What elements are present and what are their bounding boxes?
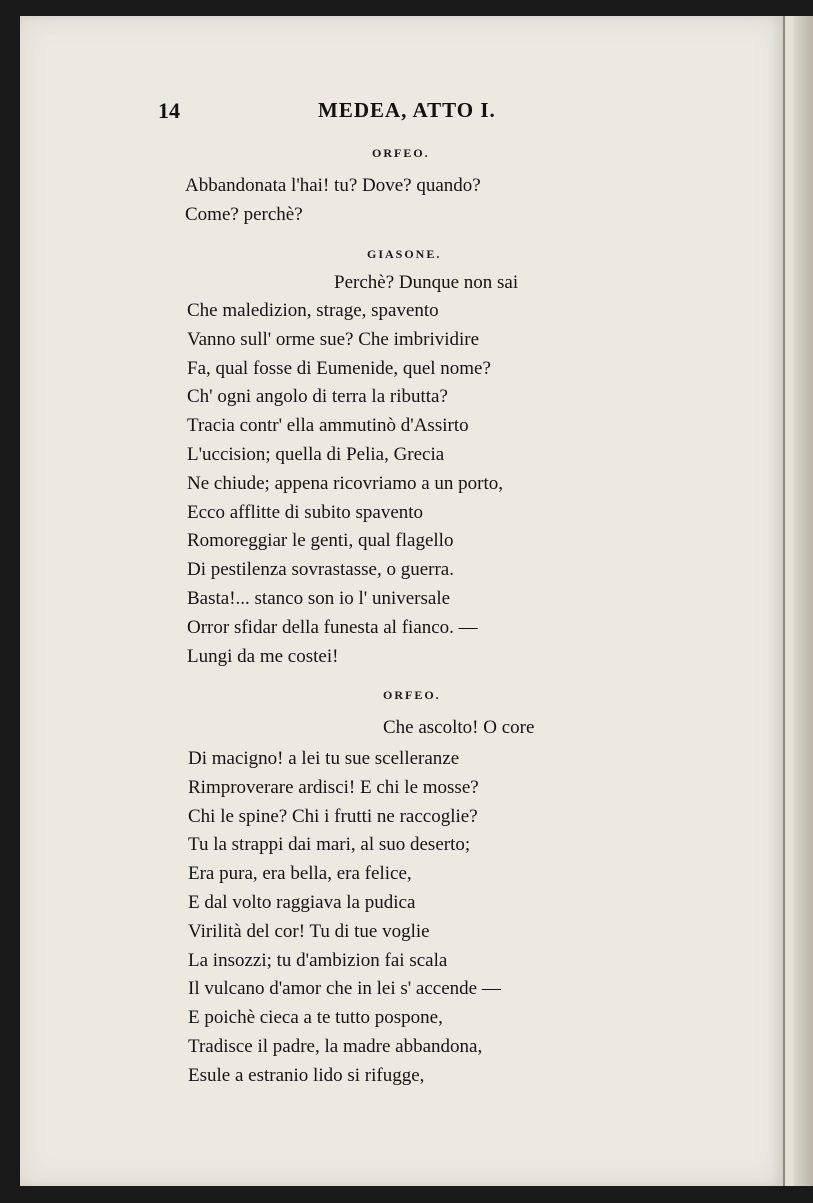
verse-line: E dal volto raggiava la pudica [188,891,416,913]
verse-line: Esule a estranio lido si rifugge, [188,1064,425,1086]
page-number: 14 [158,98,180,123]
verse-line-indented: Che ascolto! O core [383,717,535,738]
page-header [0,98,813,128]
verse-line: Lungi da me costei! [187,645,339,667]
verse-line: Ch' ogni angolo di terra la ributta? [187,386,448,408]
verse-line: E poichè cieca a te tutto pospone, [188,1007,443,1029]
verse-line: Tracia contr' ella ammutinò d'Assirto [187,415,469,437]
verse-line: Tu la strappi dai mari, al suo deserto; [188,834,471,856]
verse-line-indented: Perchè? Dunque non sai [334,272,519,293]
verse-line: Il vulcano d'amor che in lei s' accende — [188,978,501,1000]
verse-line: Basta!... stanco son io l' universale [187,587,451,609]
verse-line: La insozzi; tu d'ambizion fai scala [188,949,448,971]
verse-line: Di pestilenza sovrastasse, o guerra. [187,559,454,581]
verse-line: Orror sfidar della funesta al fianco. — [187,616,478,638]
verse-block [187,297,503,671]
facing-page-shadow [794,16,813,1186]
speaker-label: ORFEO. [372,146,430,160]
verse-line: Fa, qual fosse di Eumenide, quel nome? [187,357,491,379]
verse-block [185,172,481,230]
verse-line: Chi le spine? Chi i frutti ne raccoglie? [188,805,478,827]
verse-line: Ecco afflitte di subito spavento [187,501,424,523]
verse-line: Abbandonata l'hai! tu? Dove? quando? [185,175,481,196]
verse-line: L'uccision; quella di Pelia, Grecia [187,443,445,465]
verse-block [188,745,501,1091]
running-title: MEDEA, ATTO I. [318,98,496,122]
verse-line: Romoreggiar le genti, qual flagello [187,530,454,552]
speaker-label: GIASONE. [367,247,442,261]
verse-line: Era pura, era bella, era felice, [188,863,412,885]
speaker-label: ORFEO. [383,688,441,702]
verse-line: Virilità del cor! Tu di tue voglie [188,920,430,942]
verse-line: Rimproverare ardisci! E chi le mosse? [188,776,479,798]
verse-line: Vanno sull' orme sue? Che imbrividire [187,328,480,350]
verse-line: Di macigno! a lei tu sue scelleranze [188,748,460,769]
verse-line: Tradisce il padre, la madre abbandona, [188,1035,483,1057]
verse-line: Come? perchè? [185,203,303,225]
verse-line: Che maledizion, strage, spavento [187,300,439,321]
verse-line: Ne chiude; appena ricovriamo a un porto, [187,472,504,494]
